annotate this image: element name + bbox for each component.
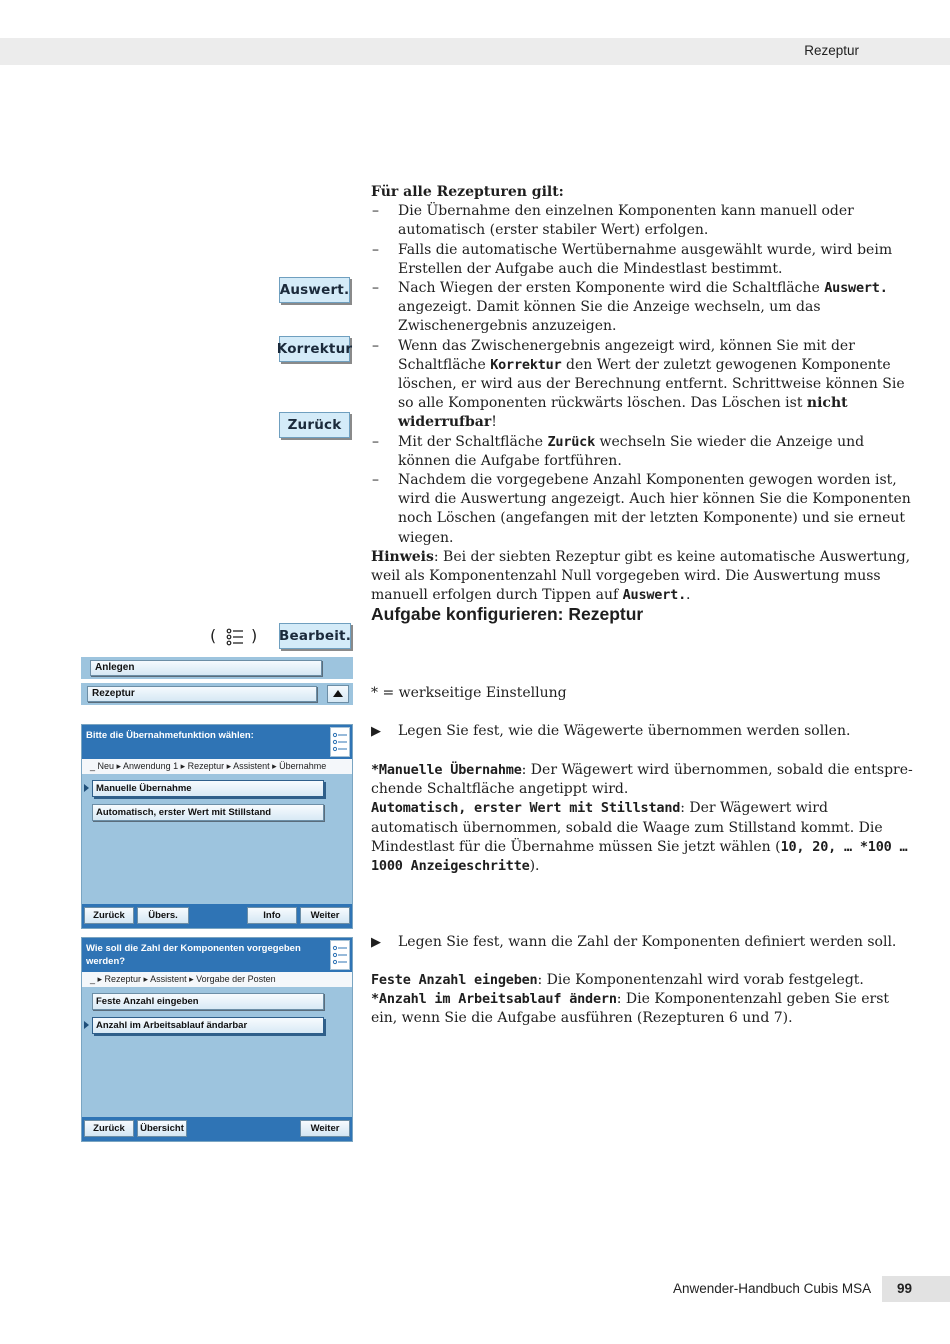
option-descriptions-2 (371, 971, 916, 1029)
step-1 (371, 722, 916, 741)
intro-note-label: Hinweis (371, 548, 434, 565)
list-icon-hint (210, 625, 260, 649)
menu-bar-anlegen (81, 657, 353, 679)
intro-item-4 (371, 337, 916, 433)
option-manual[interactable]: Manuelle Übernahme (92, 780, 324, 797)
selection-marker-icon (84, 784, 89, 792)
intro-section (371, 183, 916, 605)
screen-2-overview-button[interactable]: Übersicht (137, 1120, 187, 1137)
manual-text: : Der Wägewert wird übernommen, sobald die entsprechende Schaltfläche angetippt wird. (371, 762, 913, 798)
auto-text: : Der Wägewert wird automatisch übernommen, sobald die Waage zum Stillstand kommt. Die Mindestlast für die Übernahme müssen Sie jetzt wählen ( (371, 800, 883, 855)
paren-open: ( (210, 626, 217, 645)
intro-item-5 (371, 433, 916, 471)
auswert-button[interactable]: Auswert. (279, 277, 350, 303)
option-fixed-count[interactable]: Feste Anzahl eingeben (92, 993, 324, 1010)
intro-item-6: – Nachdem die vorgegebene Anzahl Komponenten gewogen worden ist, wird die Auswertung angezeigt. Auch hier können Sie die Komponenten noch Löschen (angefangen mit der letzten Komponente) und sie erneut wiegen. (371, 471, 916, 548)
korrektur-button[interactable]: Korrektur (279, 336, 350, 362)
section-title: Aufgabe konfigurieren: Rezeptur (371, 604, 644, 624)
auto-values: 10, 20, … *100 … 1000 Anzeigeschritte (371, 838, 908, 875)
intro-item-3 (371, 279, 916, 337)
step-2-text: Legen Sie fest, wann die Zahl der Komponenten definiert werden soll. (398, 934, 897, 950)
intro-note-text: : Bei der siebten Rezeptur gibt es keine automatische Auswertung, weil als Komponentenzahl Null vorgegeben wird. Die Auswertung muss manuell erfolgen durch Tippen auf (371, 548, 911, 604)
default-note: * = werkseitige Einstellung (371, 685, 567, 701)
screen-1-footer (82, 904, 352, 928)
intro-heading: Für alle Rezepturen gilt: (371, 184, 564, 200)
manual-label: *Manuelle Übernahme (371, 762, 522, 778)
screen-2-breadcrumb: _ ▸ Rezeptur ▸ Assistent ▸ Vorgabe der Posten (82, 972, 352, 987)
page-number: 99 (897, 1281, 913, 1296)
screen-1-title: Bitte die Übernahmefunktion wählen: (86, 730, 254, 741)
page-number-box (882, 1276, 950, 1302)
intro-item-4-end: ! (491, 414, 497, 431)
menu-bar-rezeptur (81, 683, 353, 705)
screen-2-back-button[interactable]: Zurück (84, 1120, 134, 1137)
intro-item-1: – Die Übernahme den einzelnen Komponenten kann manuell oder automatisch (erster stabiler Wert) erfolgen. (371, 202, 916, 240)
intro-item-4-b: den Wert der zuletzt gewogenen Komponente löschen, er wird aus der Berechnung entfernt. Schrittweise können Sie so alle Komponenten rückwärts löschen. Das Löschen ist (398, 356, 905, 412)
change-text: : Die Komponentenzahl geben Sie erst ein, wenn Sie die Aufgabe ausführen (Rezepturen 6 und 7). (371, 991, 890, 1027)
intro-note (371, 548, 916, 606)
zurueck-button[interactable]: Zurück (279, 412, 350, 438)
intro-item-4-a: Wenn das Zwischenergebnis angezeigt wird, können Sie mit der Schaltfläche (398, 337, 855, 373)
screen-1-next-button[interactable]: Weiter (300, 907, 350, 924)
intro-note-end: . (686, 587, 691, 604)
auto-end: ). (529, 858, 540, 875)
rezeptur-menu-button[interactable]: Rezeptur (87, 686, 317, 702)
bearbeit-button[interactable]: Bearbeit. (279, 623, 351, 649)
paren-close: ) (251, 626, 258, 645)
selection-marker-icon (84, 1021, 89, 1029)
intro-note-button-ref: Auswert. (622, 587, 687, 604)
option-auto[interactable]: Automatisch, erster Wert mit Stillstand (92, 804, 324, 821)
step-arrow-icon-2: ▶ (371, 935, 381, 950)
anlegen-menu-button[interactable]: Anlegen (90, 660, 322, 676)
section-header-title: Rezeptur (804, 43, 859, 58)
auto-label: Automatisch, erster Wert mit Stillstand (371, 800, 681, 817)
screen-2-next-button[interactable]: Weiter (300, 1120, 350, 1137)
screen-uebernahme (81, 724, 353, 929)
intro-item-4-button-ref: Korrektur (490, 356, 562, 373)
screen-2-title: Wie soll die Zahl der Komponenten vorgegeben werden? (86, 943, 301, 967)
intro-item-3-a: Nach Wiegen der ersten Komponente wird die Schaltfläche (398, 280, 820, 297)
step-1-text: Legen Sie fest, wie die Wägewerte übernommen werden sollen. (398, 723, 851, 739)
option-descriptions-1 (371, 761, 916, 876)
screen-1-list-button[interactable] (330, 727, 350, 757)
screen-komponenten (81, 937, 353, 1142)
screen-1-overview-button[interactable]: Übers. (137, 907, 189, 924)
step-2 (371, 933, 916, 952)
list-icon (331, 941, 349, 969)
screen-2-list-button[interactable] (330, 940, 350, 970)
screen-1-back-button[interactable]: Zurück (84, 907, 134, 924)
change-label: *Anzahl im Arbeitsablauf ändern (371, 991, 617, 1008)
triangle-up-icon (328, 686, 348, 702)
list-icon (226, 628, 244, 646)
screen-2-footer (82, 1117, 352, 1141)
fixed-label: Feste Anzahl eingeben (371, 972, 538, 988)
step-arrow-icon: ▶ (371, 724, 381, 739)
footer-manual-title: Anwender-Handbuch Cubis MSA (673, 1281, 872, 1296)
intro-item-5-a: Mit der Schaltfläche (398, 433, 544, 450)
fixed-text: : Die Komponentenzahl wird vorab festgelegt. (537, 972, 864, 988)
intro-item-3-button-ref: Auswert. (824, 280, 888, 297)
intro-item-5-button-ref: Zurück (547, 433, 596, 450)
intro-item-5-b: wechseln Sie wieder die Anzeige und können die Aufgabe fortführen. (398, 433, 865, 469)
intro-item-4-bold: nicht widerrufbar (398, 395, 848, 431)
screen-1-header (82, 725, 352, 759)
intro-item-2: – Falls die automatische Wertübernahme ausgewählt wurde, wird beim Erstellen der Aufgabe auch die Mindestlast bestimmt. (371, 241, 916, 279)
screen-2-header (82, 938, 352, 972)
screen-1-breadcrumb: _ Neu ▸ Anwendung 1 ▸ Rezeptur ▸ Assistent ▸ Übernahme (82, 759, 352, 774)
screen-1-info-button[interactable]: Info (247, 907, 297, 924)
collapse-button[interactable] (327, 685, 349, 703)
option-count-in-workflow[interactable]: Anzahl im Arbeitsablauf ändarbar (92, 1017, 324, 1034)
list-icon (331, 728, 349, 756)
intro-item-3-b: angezeigt. Damit können Sie die Anzeige wechseln, um das Zwischenergebnis anzuzeigen. (398, 299, 821, 335)
